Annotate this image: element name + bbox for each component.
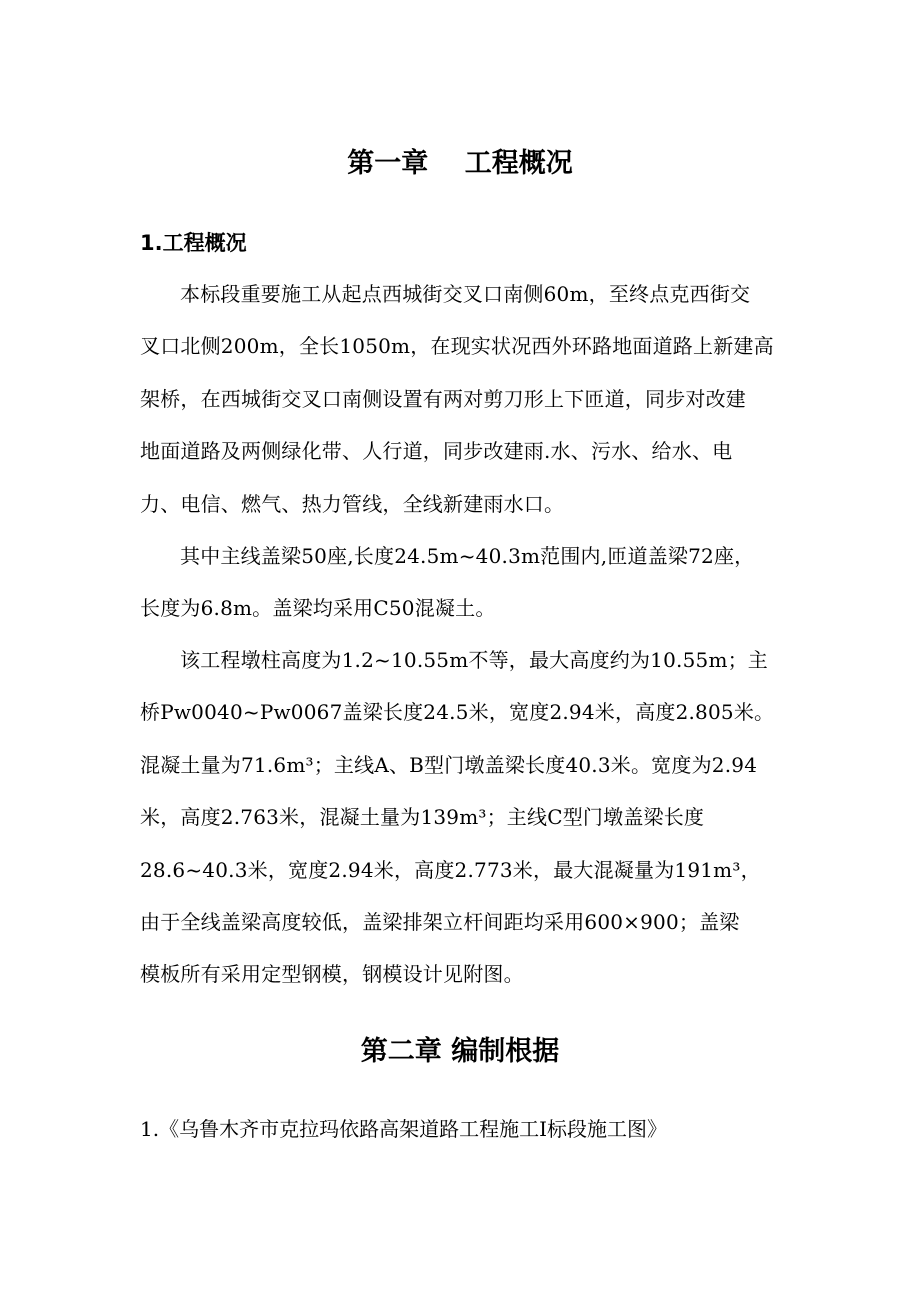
paragraph-2 (140, 530, 780, 635)
paragraph-1-line: 力、电信、燃气、热力管线，全线新建雨水口。 (140, 491, 565, 516)
paragraph-2-line: 长度为6.8m。盖梁均采用C50混凝土。 (140, 596, 496, 621)
chapter-2-title: 第二章 编制根据 (360, 1036, 560, 1067)
paragraph-1-line: 架桥，在西城街交叉口南侧设置有两对剪刀形上下匝道，同步对改建 (140, 386, 746, 411)
section-1-heading: 1.工程概况 (140, 231, 247, 255)
paragraph-1-line: 叉口北侧200m，全长1050m，在现实状况西外环路地面道路上新建高 (140, 334, 774, 359)
paragraph-1-line: 地面道路及两侧绿化带、人行道，同步改建雨.水、污水、给水、电 (140, 439, 733, 464)
paragraph-3-line: 模板所有采用定型钢模，钢模设计见附图。 (140, 962, 524, 987)
chapter-1-title: 第一章 工程概况 (347, 148, 573, 179)
paragraph-2-line: 其中主线盖梁50座,长度24.5m~40.3m范围内,匝道盖梁72座， (180, 544, 755, 568)
paragraph-1-line: 本标段重要施工从起点西城街交叉口南侧60m，至终点克西街交 (180, 282, 751, 306)
paragraph-3-line: 28.6~40.3米，宽度2.94米，高度2.773米，最大混凝量为191m³， (140, 857, 761, 882)
paragraph-3-line: 米，高度2.763米，混凝土量为139m³；主线C型门墩盖梁长度 (140, 805, 705, 830)
paragraph-1 (140, 268, 780, 530)
reference-item-1: 1.《乌鲁木齐市克拉玛依路高架道路工程施工Ⅰ标段施工图》 (140, 1117, 667, 1141)
paragraph-3-line: 混凝土量为71.6m³；主线A、B型门墩盖梁长度40.3米。宽度为2.94 (140, 752, 758, 777)
paragraph-3-line: 由于全线盖梁高度较低，盖梁排架立杆间距均采用600×900；盖梁 (140, 910, 740, 935)
paragraph-3-line: 该工程墩柱高度为1.2~10.55m不等，最大高度约为10.55m；主 (180, 648, 769, 672)
paragraph-3 (140, 634, 780, 1001)
paragraph-3-line: 桥Pw0040~Pw0067盖梁长度24.5米，宽度2.94米，高度2.805米。 (140, 700, 775, 725)
